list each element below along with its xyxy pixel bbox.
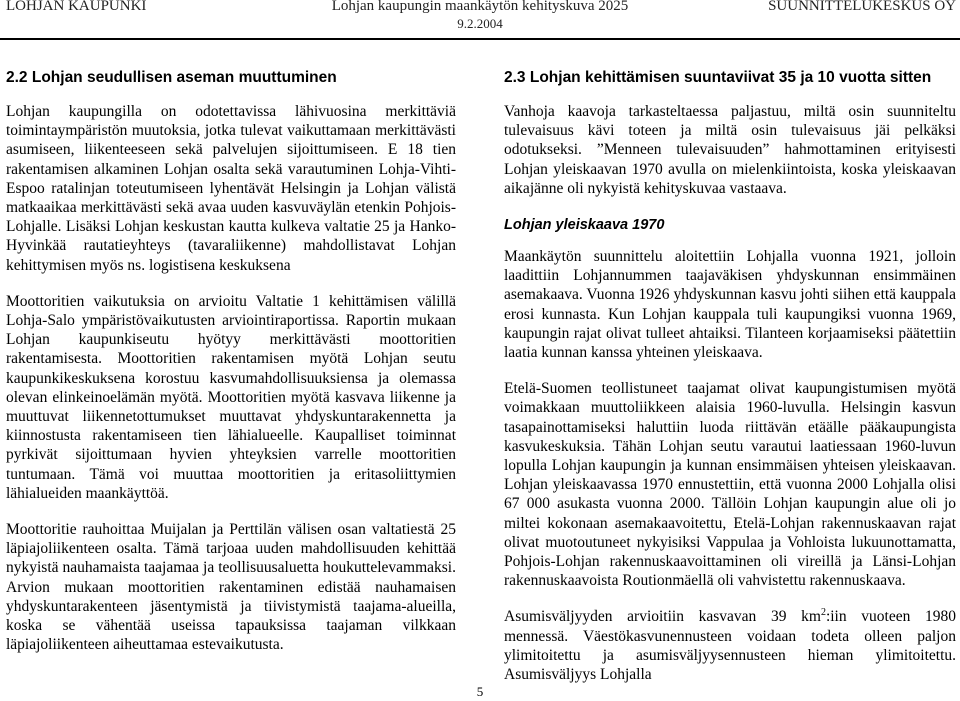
header-divider: [0, 38, 960, 40]
header-author: SUUNNITTELUKESKUS OY: [768, 0, 956, 14]
superscript: 2: [820, 607, 826, 619]
paragraph: Lohjan kaupungilla on odotettavissa lähivuosina merkittäviä toimintaympäristön muutoksia, jotka tulevat vaikuttamaan merkittävästi asumiseen, liikenteeseen sekä palvelujen sijoittumiseen. E 18 tien rakentamisen alkaminen Lohjan osalta sekä varautuminen Lohja-Vihti-Espoo ratalinjan toteutumiseen lyhentävät Helsingin ja Lohjan välistä matkaaikaa merkittävästi sekä avaa uuden kasvuväylän etenkin Pohjois-Lohjalle. Lisäksi Lohjan keskustan kautta kulkeva valtatie 25 ja Hanko-Hyvinkää rautatieyhteys (tavaraliikenne) mahdollistavat Lohjan kehittymisen myös ns. logistisena keskuksena: [6, 103, 456, 274]
subheading-yleiskaava-1970: Lohjan yleiskaava 1970: [504, 217, 665, 234]
paragraph: Moottoritie rauhoittaa Muijalan ja Perttilän välisen osan valtatiestä 25 läpiajoliikenteen osalta. Tämä tarjoaa uuden mahdollisuuden kehittää nykyistä nauhamaista taajamaa ja teollisuusaluetta houkuttelevammaksi. Arvion mukaan moottoritien rakentaminen edistää nauhamaisen yhdyskuntarakenteen jäsentymistä ja tiivistymistä taajama-alueilla, koska se vähentää useissa tapauksissa taajaman vilkkaan läpiajoliikenteen aiheuttamaa estevaikutusta.: [6, 521, 456, 654]
header-organization: LOHJAN KAUPUNKI: [6, 0, 147, 14]
section-heading-2-3: 2.3 Lohjan kehittämisen suuntaviivat 35 ja 10 vuotta sitten: [504, 69, 932, 86]
paragraph: Etelä-Suomen teollistuneet taajamat olivat kaupungistumisen myötä voimakkaan muuttoliikkeen alaisia 1960-luvulla. Helsingin kasvun tasapainottamiseksi haluttiin luoda riittävän etäälle pääkaupungista kasvukeskuksia. Tähän Lohjan seutu varautui laatiessaan 1960-luvun lopulla Lohjan kaupungin ja kunnan ensimmäisen yhteisen yleiskaavan. Lohjan yleiskaavassa 1970 ennustettiin, että vuonna 2000 Lohjalla olisi 67 000 asukasta vuonna 2000. Tällöin Lohjan kaupungin alue oli jo miltei kokonaan asemakaavoitettu, Etelä-Lohjan rakennuskaavan rajat olivat muotoutuneet nykyisiksi Vappulaa ja Vohloista lukuunottamatta, Pohjois-Lohjan rakennuskaavoittaminen oli vireillä ja Länsi-Lohjan rakennuskaavoista Routionmäellä oli vahvistettu rakennuskaava.: [504, 380, 956, 590]
paragraph-text: Asumisväljyyden arvioitiin kasvavan 39 km: [504, 608, 821, 626]
right-column: [504, 68, 956, 701]
page-number: 5: [476, 684, 484, 699]
header-date: 9.2.2004: [457, 16, 503, 31]
paragraph: Moottoritien vaikutuksia on arvioitu Valtatie 1 kehittämisen välillä Lohja-Salo ympäristövaikutusten arviointiraportissa. Raportin mukaan Lohjan kaupunkiseutu hyötyy merkittävästi moottoritien rakentamisesta. Moottoritien rakentamisen myötä Lohjan seutu kaupunkikeskuksena korostuu kasvumahdollisuuksiensa ja olemassa olevan elinkeinoelämän myötä. Moottoritien myötä kasvava liikenne ja muuttuvat liikennetottumukset muuttavat yhdyskuntarakennetta ja kiinnostusta rakentamiseen tien lähialueelle. Kaupalliset toiminnat pyrkivät sijoittumaan hyvien yhteyksien varrelle moottoritien tuntumaan. Tämä voi muuttaa moottoritien ja eritasoliittymien lähialueiden maankäyttöä.: [6, 292, 456, 502]
page-header: [0, 0, 960, 44]
paragraph: Maankäytön suunnittelu aloitettiin Lohjalla vuonna 1921, jolloin laadittiin Lohjannummen taajaväkisen yhdyskunnan ensimmäinen asemakaava. Vuonna 1926 yhdyskunnan kasvu johti siihen että kauppala erosi kunnasta. Kun Lohjan kauppala tuli kaupungiksi vuonna 1969, kaupungin rajat olivat tulleet ahtaiksi. Tilanteen korjaamiseksi päätettiin laatia kunnan kanssa yhteinen yleiskaava.: [504, 248, 956, 362]
section-heading-2-2: 2.2 Lohjan seudullisen aseman muuttuminen: [6, 69, 337, 86]
paragraph-text: :iin vuoteen 1980 mennessä. Väestökasvunennusteen voidaan todeta olleen paljon ylimitoitettu ja asumisväljyysennusteen hieman ylimitoitettu. Asumisväljyys Lohjalla: [504, 608, 956, 684]
paragraph: Vanhoja kaavoja tarkasteltaessa paljastuu, miltä osin suunniteltu tulevaisuus kävi toteen ja miltä osin tulevaisuus jäi pelkäksi odotukseksi. ”Menneen tulevaisuuden” hahmottaminen erityisesti Lohjan yleiskaavan 1970 avulla on mielenkiintoista, koska yleiskaavan aikajänne oli nykyistä kehityskuvaa vastaava.: [504, 103, 956, 197]
header-document-title: Lohjan kaupungin maankäytön kehityskuva 2025: [331, 0, 629, 14]
paragraph-with-superscript: [504, 607, 956, 684]
left-column: [6, 68, 456, 671]
